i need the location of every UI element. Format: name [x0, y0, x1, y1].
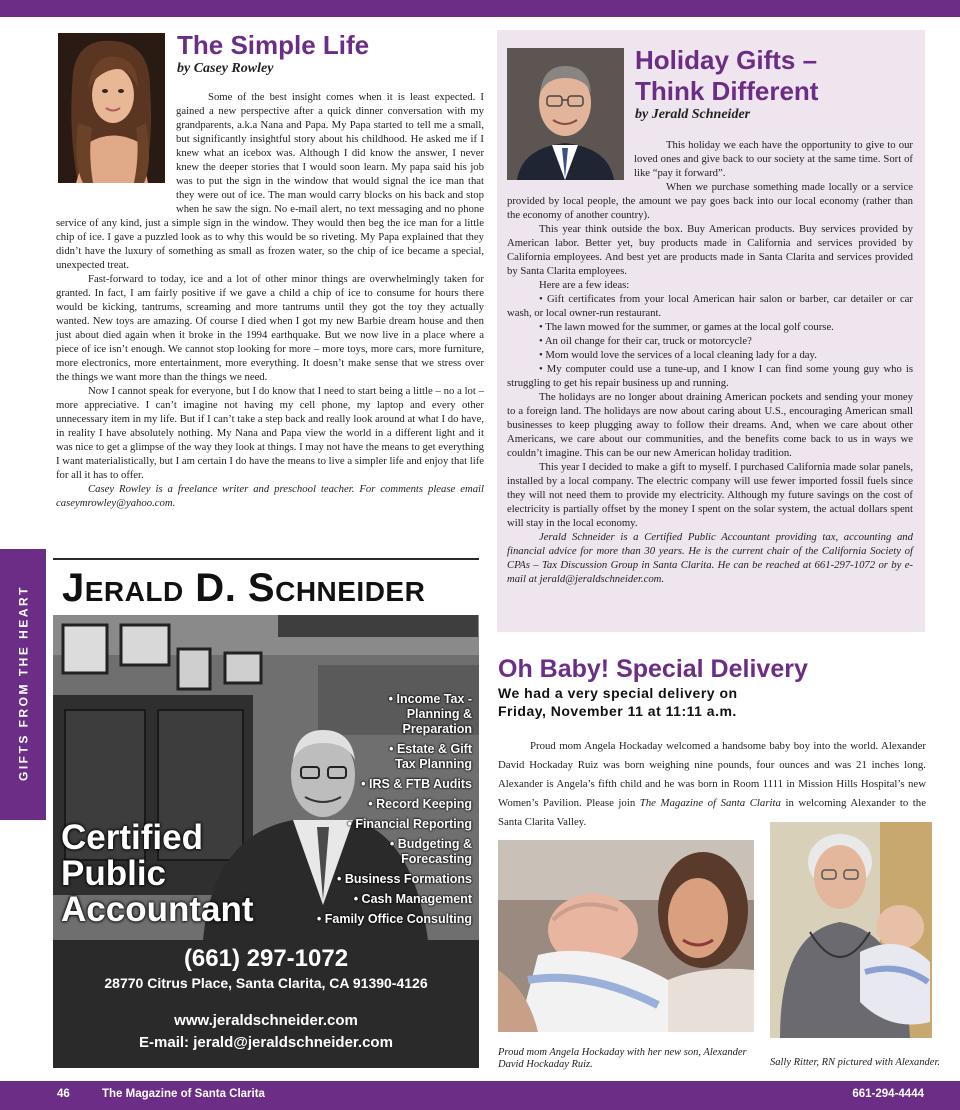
- baby-photo-mom: [498, 840, 754, 1032]
- baby-photo-nurse: [770, 822, 932, 1038]
- service-item: • Family Office Consulting: [316, 912, 472, 926]
- title-line: Holiday Gifts –: [635, 45, 818, 75]
- article-body-baby: [498, 737, 926, 832]
- section-tab: [0, 549, 46, 820]
- paragraph: Fast-forward to today, ice and a lot of other minor things are overwhelmingly taken for granted. In fact, I am fairly positive if we gave a child a chip of ice to consume for hours there would be kicking, tantrums, screaming and more tantrums until they got the toy they actually wanted. New toys are amazing. Of course I died when I got my new Barbie dream house and then just about died again when it broke in the 1994 earthquake. But we now live in a place where a piece of ice isn’t enough. We cannot stop looking for more – more toys, more cars, more furniture, more electronics, more entertainment, more everything. It doesn’t make sense that we stress over the things we want more than the things we need.: [56, 273, 484, 383]
- ad-address: 28770 Citrus Place, Santa Clarita, CA 91390-4126: [104, 975, 428, 991]
- service-item: • Business Formations: [337, 872, 472, 886]
- paragraph: Now I cannot speak for everyone, but I do know that I need to start being a little – no a lot – more appreciative. I can’t imagine not having my cell phone, my laptop and every other unnecessary item in my life. But if I can’t take a step back and really look around at what I do have, in reality I have absolutely nothing. My Nana and Papa view the world in a different light and it was nice to get a glimpse of the way they look at things. I may not have the means to get everything I want materialistically, but I am certain I do have the means to live a simpler life and enjoy that life for all it has to offer.: [56, 385, 484, 481]
- photo-caption: Proud mom Angela Hockaday with her new son, Alexander David Hockaday Ruiz.: [498, 1047, 747, 1070]
- idea-item: • Mom would love the services of a local cleaning lady for a day.: [539, 349, 817, 361]
- title-line: Think Different: [635, 76, 819, 106]
- paragraph: This year think outside the box. Buy American products. Buy services provided by American labor. Better yet, buy products made in California and services provided by California employees. And best yet are products made in Santa Clarita and services provided by Santa Clarita employees.: [507, 223, 913, 277]
- cpa-advertisement: [53, 558, 479, 1068]
- article-body-simple-life: [56, 90, 484, 510]
- ad-name-banner: [53, 560, 479, 615]
- idea-item: • My computer could use a tune-up, and I know I can find some young guy who is struggling to get his repair business up and running.: [507, 363, 913, 389]
- article-byline-holiday-gifts: by Jerald Schneider: [635, 107, 751, 122]
- service-item: • Cash Management: [353, 892, 472, 906]
- service-item: • Financial Reporting: [347, 817, 472, 831]
- baby-subtitle: We had a very special delivery on Friday, November 11 at 11:11 a.m.: [498, 685, 738, 719]
- magazine-name: The Magazine of Santa Clarita: [102, 1088, 265, 1100]
- photo-caption: Sally Ritter, RN pictured with Alexander.: [770, 1057, 941, 1068]
- author-credit: Jerald Schneider is a Certified Public Accountant providing tax, accounting and financial advice for more than 30 years. He is the current chair of the California Society of CPAs – Tax Discussion Group in Santa Clarita. He can be reached at 661-297-1072 or by e-mail at jerald@jeraldschneider.com.: [507, 531, 913, 585]
- paragraph: The holidays are no longer about draining American pockets and sending your money to a foreign land. The holidays are now about caring about U.S., encouraging American small businesses to keep plugging away to follow their dreams. And, when we care about other Americans, we care about our communities, and the benefits come back to us in ways we couldn’t imagine. This can be our new American holiday tradition.: [507, 391, 913, 459]
- footer-phone: 661-294-4444: [852, 1088, 924, 1100]
- paragraph: Here are a few ideas:: [539, 279, 630, 291]
- article-byline-simple-life: by Casey Rowley: [177, 61, 274, 76]
- article-title-baby: Oh Baby! Special Delivery: [498, 655, 808, 683]
- service-item: • IRS & FTB Audits: [361, 777, 472, 791]
- article-title-holiday-gifts: [635, 45, 818, 107]
- ad-email: E-mail: jerald@jeraldschneider.com: [139, 1034, 393, 1051]
- idea-item: • Gift certificates from your local American hair salon or barber, car detailer or car wash, or local owner-run restaurant.: [507, 293, 913, 319]
- ad-phone: (661) 297-1072: [183, 945, 349, 972]
- paragraph: This holiday we each have the opportunity to give to our loved ones and give back to our society at the same time. Sort of like “pay it forward”.: [634, 139, 913, 179]
- ad-services-list: [317, 692, 472, 932]
- author-credit: Casey Rowley is a freelance writer and preschool teacher. For comments please email caseymrowley@yahoo.com.: [56, 483, 484, 509]
- paragraph: When we purchase something made locally or a service provided by local people, the amount we pay goes back into our local economy (rather than the economy of another country).: [507, 181, 913, 221]
- article-title-simple-life: The Simple Life: [177, 30, 370, 60]
- top-bar: [0, 0, 960, 17]
- section-tab-label: GIFTS FROM THE HEART: [16, 585, 31, 781]
- footer-bar: [0, 1081, 960, 1110]
- service-item: • Estate & Gift Tax Planning: [389, 742, 472, 771]
- ad-name: Jerald D. Schneider: [62, 566, 426, 610]
- paragraph: This year I decided to make a gift to myself. I purchased California made solar panels, installed by a local company. The electric company will use fewer imported fossil fuels since they will not need them to provide my electricity. Although my future savings on the cost of electricity is partially offset by the money I spent on the solar system, the actual dollars spent will stay in the local economy.: [507, 461, 913, 529]
- paragraph: Some of the best insight comes when it is least expected. I gained a new perspective after a quick dinner conversation with my grandparents, a.k.a Nana and Papa. My Papa started to tell me a small, but significantly insightful story about his childhood. He asked me if I knew what an icebox was. Although I did know the answer, I never knew the deeper stories that I would soon learn. My papa said his job was to put the sign in the window that would signal the ice man that they were out of ice. The man would carry blocks on his back and stop when he saw the sign. No e-mail alert, no text messaging and no phone service of any kind, just a simple sign in the window. They would then beg the ice man for a little chip of ice. I gave a puzzled look as to why this would be so riveting. My Papa explained that they didn’t have the luxury of something as small as frozen water, so the chip of ice became a special, unexpected treat.: [56, 91, 484, 271]
- service-item: • Income Tax - Planning & Preparation: [388, 692, 472, 736]
- service-item: • Budgeting & Forecasting: [389, 837, 472, 866]
- paragraph: Proud mom Angela Hockaday welcomed a handsome baby boy into the world. Alexander David Hockaday Ruiz was born weighing nine pounds, four ounces and was 21 inches long. Alexander is Angela’s fifth child and he was born in Room 1111 in Mission Hills Hospital’s new Women’s Pavilion. Please join The Magazine of Santa Clarita in welcoming Alexander to the Santa Clarita Valley.: [498, 740, 926, 828]
- idea-item: • The lawn mowed for the summer, or games at the local golf course.: [539, 321, 834, 333]
- ad-cpa-headline: Certified Public Accountant: [61, 818, 254, 929]
- page-number: 46: [57, 1088, 70, 1100]
- idea-item: • An oil change for their car, truck or motorcycle?: [539, 335, 752, 347]
- service-item: • Record Keeping: [368, 797, 472, 811]
- ad-website: www.jeraldschneider.com: [174, 1012, 358, 1029]
- article-body-holiday-gifts: [507, 138, 913, 586]
